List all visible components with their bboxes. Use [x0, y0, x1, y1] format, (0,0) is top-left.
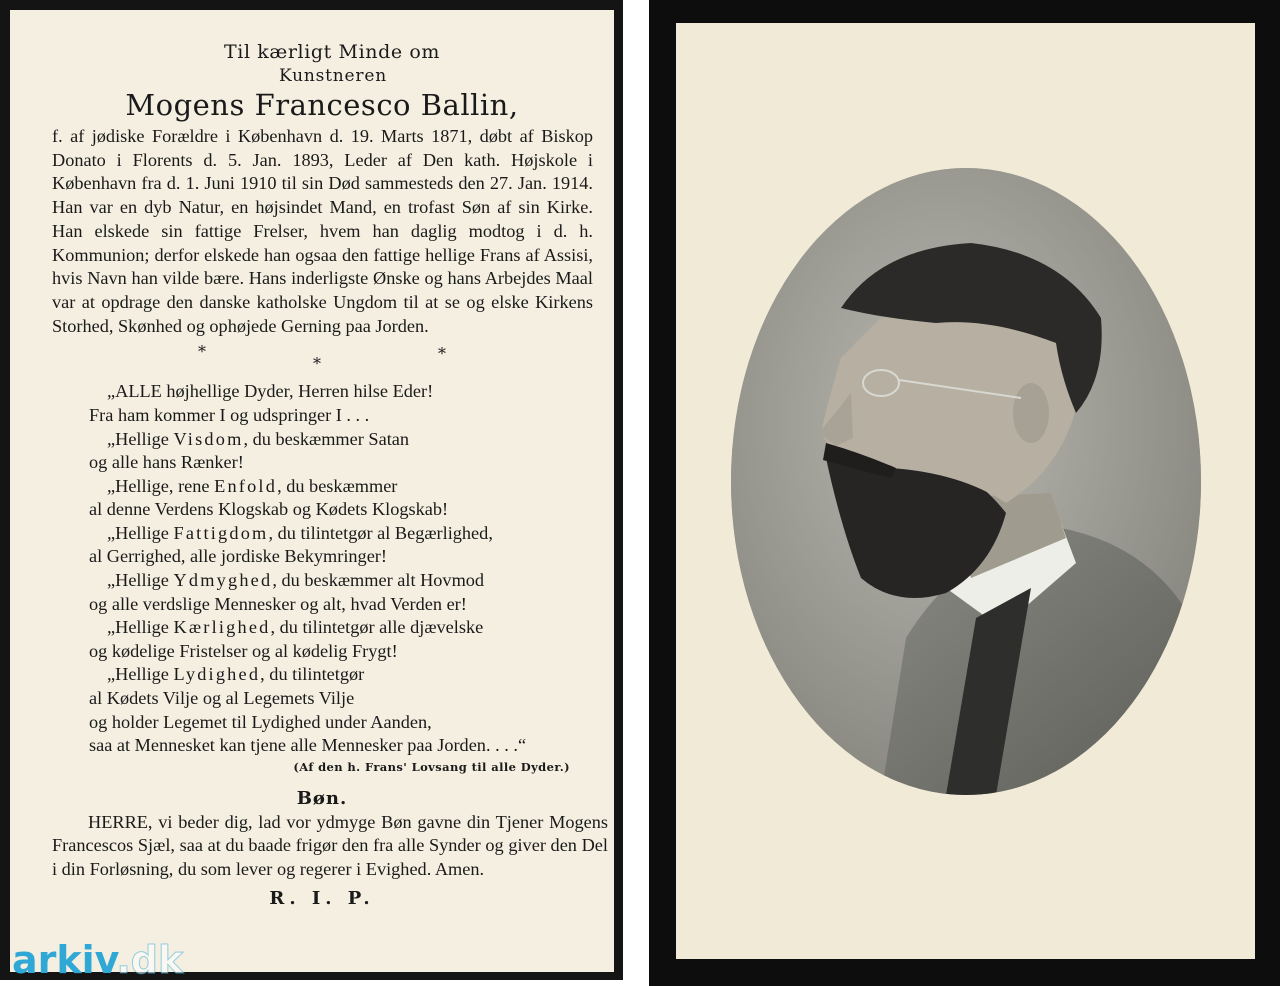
poem-line: Fra ham kommer I og udspringer I . . .: [89, 404, 370, 425]
poem-line: „Hellige Visdom, du beskæmmer Satan: [107, 428, 410, 449]
memorial-card-portrait: [649, 0, 1280, 986]
portrait-card-paper: [676, 23, 1255, 959]
header-title: Kunstneren: [279, 66, 387, 86]
poem-line: al Kødets Vilje og al Legemets Vilje: [89, 688, 355, 709]
prayer-title: Bøn.: [296, 787, 348, 809]
poem-line: al denne Verdens Klogskab og Kødets Klogskab!: [89, 499, 449, 520]
deceased-name: Mogens Francesco Ballin,: [125, 88, 519, 122]
virtue-word: Lydighed: [173, 664, 261, 685]
poem-line: saa at Mennesket kan tjene alle Mennesker paa Jorden. . . .“: [89, 735, 527, 756]
virtue-word: Enfold: [214, 475, 278, 496]
rip-closing: R. I. P.: [269, 887, 375, 909]
star-2: *: [313, 354, 321, 374]
poem-line: „Hellige Lydighed, du tilintetgør: [107, 664, 365, 685]
poem-attribution: (Af den h. Frans' Lovsang til alle Dyder.): [293, 759, 570, 774]
memorial-card-text: [0, 0, 623, 980]
card-header: [52, 40, 592, 123]
virtue-word: Ydmyghed: [173, 570, 273, 591]
poem-line: „ALLE højhellige Dyder, Herren hilse Eder!: [107, 381, 434, 402]
memorial-card-paper: [10, 10, 614, 972]
biography-paragraph: f. af jødiske Forældre i København d. 19. Marts 1871, døbt af Biskop Donato i Florents d. 5. Jan. 1893, Leder af Den kath. Højskole i København fra d. 1. Juni 1910 til sin Død sammesteds den 27. Jan. 1914. Han var en dyb Natur, en højsindet Mand, en trofast Søn af sin Kirke. Han elskede sin fattige Frelser, hvem han daglig modtog i d. h. Kommunion; derfor elskede han ogsaa den fattige hellige Frans af Assisi, hvis Navn han vilde bære. Hans inderligste Ønske og hans Arbejdes Maal var at opdrage den danske katholske Ungdom til at se og elske Kirkens Storhed, Skønhed og ophøjede Gerning paa Jorden.: [52, 126, 593, 336]
poem-line: „Hellige Kærlighed, du tilintetgør alle djævelske: [107, 617, 484, 638]
poem-line: og alle verdslige Mennesker og alt, hvad Verden er!: [89, 593, 467, 614]
virtue-word: Visdom: [173, 428, 244, 449]
poem-line: „Hellige Ydmyghed, du beskæmmer alt Hovmod: [107, 570, 485, 591]
poem-block: [52, 380, 592, 758]
poem-line: og alle hans Rænker!: [89, 452, 244, 473]
virtue-word: Fattigdom: [173, 522, 269, 543]
poem-line: al Gerrighed, alle jordiske Bekymringer!: [89, 546, 387, 567]
portrait-photo-icon: [731, 168, 1201, 795]
star-1: *: [198, 342, 206, 362]
star-3: *: [438, 344, 446, 364]
poem-line: og holder Legemet til Lydighed under Aanden,: [89, 711, 432, 732]
poem-line: og kødelige Fristelser og al kødelig Frygt!: [89, 640, 398, 661]
virtue-word: Kærlighed: [173, 617, 271, 638]
section-divider-stars: [52, 338, 592, 380]
poem-line: „Hellige, rene Enfold, du beskæmmer: [107, 475, 398, 496]
prayer-paragraph: HERRE, vi beder dig, lad vor ydmyge Bøn gavne din Tjener Mogens Francescos Sjæl, saa at du baade frigør den fra alle Synder og giver den Del i din Forløsning, du som lever og regerer i Evighed. Amen.: [52, 811, 608, 880]
poem-line: „Hellige Fattigdom, du tilintetgør al Begærlighed,: [107, 522, 493, 543]
arkiv-watermark-logo: arkiv.dk: [12, 938, 184, 982]
portrait-oval-photo: [731, 168, 1201, 795]
header-dedication: Til kærligt Minde om: [224, 41, 440, 63]
